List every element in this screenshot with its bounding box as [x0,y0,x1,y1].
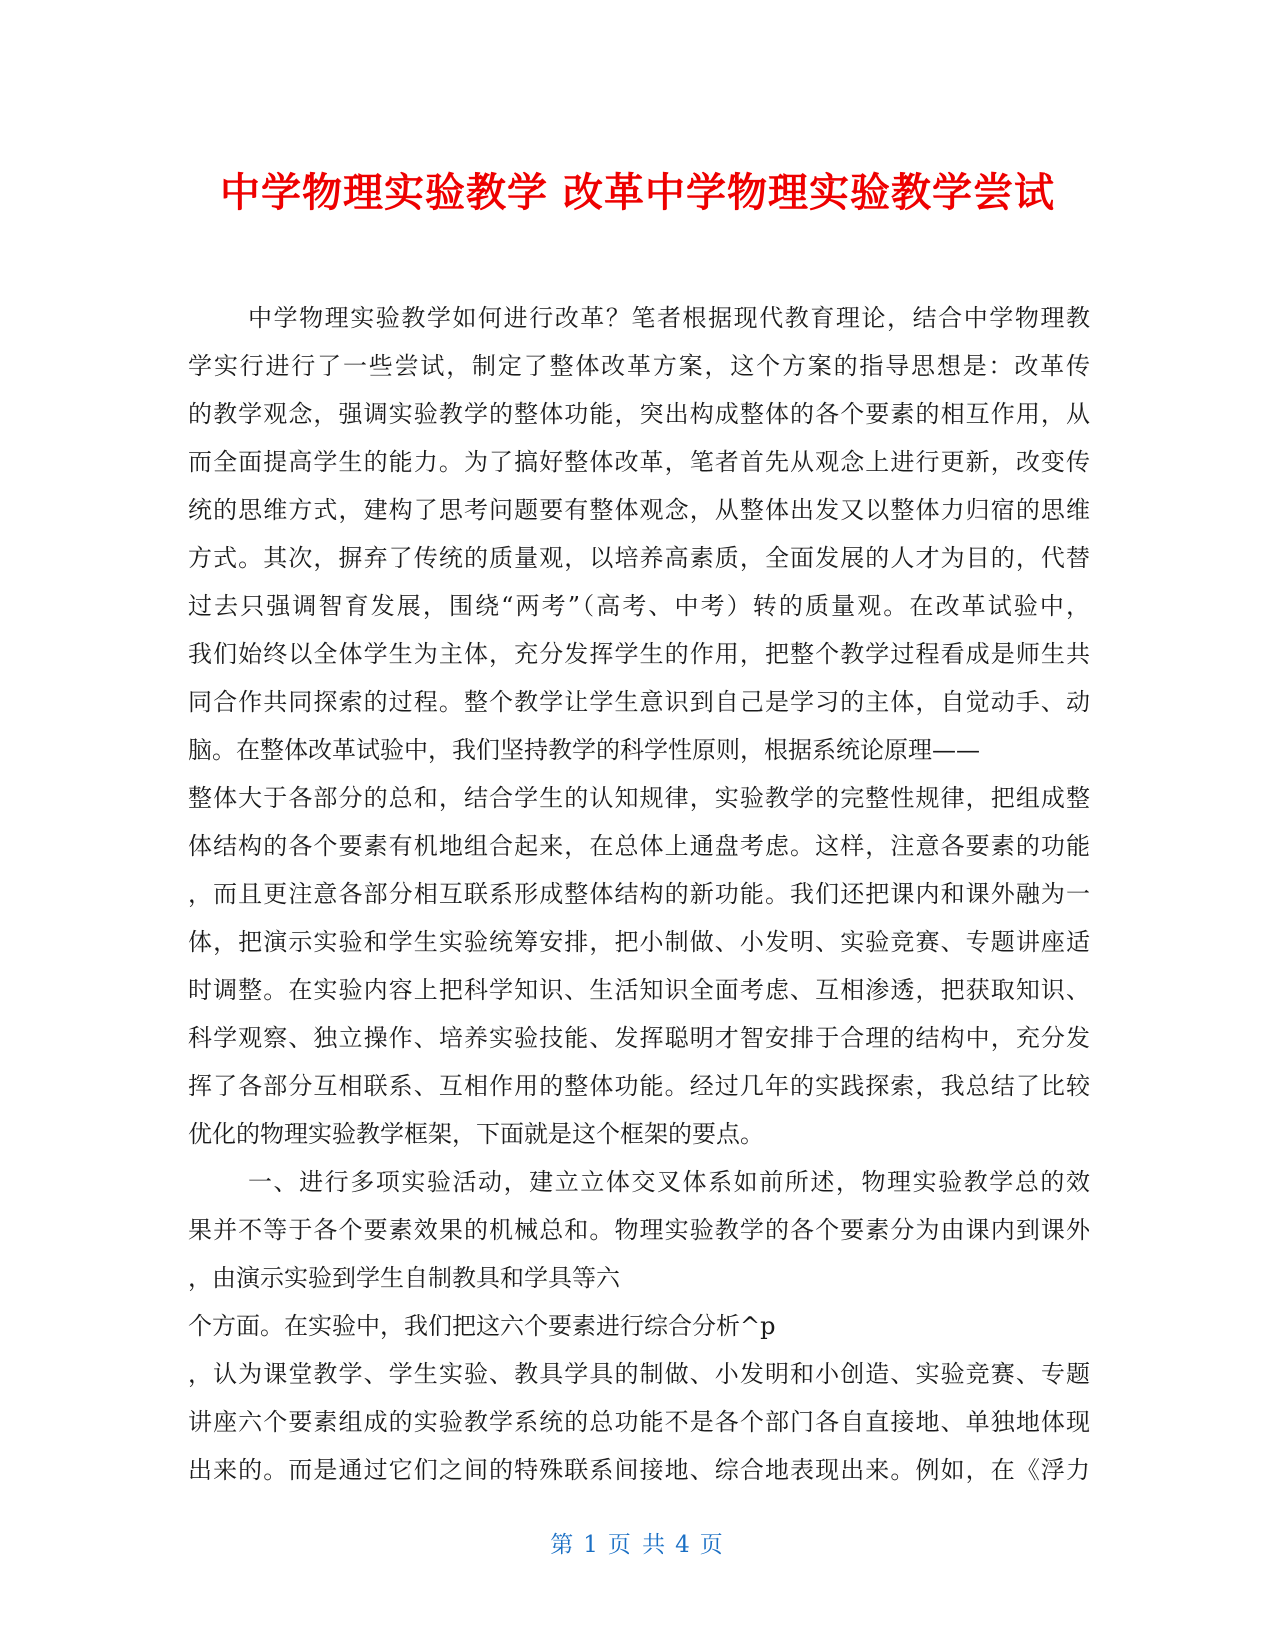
body-line: ，由演示实验到学生自制教具和学具等六 [188,1264,620,1292]
body-line: 体结构的各个要素有机地组合起来，在总体上通盘考虑。这样，注意各要素的功能 [188,832,1090,860]
body-line: 挥了各部分互相联系、互相作用的整体功能。经过几年的实践探索，我总结了比较 [188,1072,1090,1100]
body-line: 学实行进行了一些尝试，制定了整体改革方案，这个方案的指导思想是：改革传 [188,352,1090,380]
body-line: 时调整。在实验内容上把科学知识、生活知识全面考虑、互相渗透，把获取知识、 [188,976,1090,1004]
body-line: ，而且更注意各部分相互联系形成整体结构的新功能。我们还把课内和课外融为一 [188,880,1090,908]
body-line: 统的思维方式，建构了思考问题要有整体观念，从整体出发又以整体力归宿的思维 [188,496,1090,524]
body-line: 科学观察、独立操作、培养实验技能、发挥聪明才智安排于合理的结构中，充分发 [188,1024,1090,1052]
footer-suffix: 页 [699,1532,725,1558]
body-line: 中学物理实验教学如何进行改革？笔者根据现代教育理论，结合中学物理教 [248,304,1090,332]
body-line: 出来的。而是通过它们之间的特殊联系间接地、综合地表现出来。例如，在《浮力 [188,1456,1090,1484]
body-line: 而全面提高学生的能力。为了搞好整体改革，笔者首先从观念上进行更新，改变传 [188,448,1090,476]
body-line: 我们始终以全体学生为主体，充分发挥学生的作用，把整个教学过程看成是师生共 [188,640,1090,668]
document-body [188,294,1090,1494]
footer-total-pages: 4 [675,1532,692,1558]
body-line: 一、进行多项实验活动，建立立体交叉体系如前所述，物理实验教学总的效 [248,1168,1090,1196]
body-line: 过去只强调智育发展，围绕“两考”（高考、中考）转的质量观。在改革试验中， [188,592,1090,620]
body-line: 个方面。在实验中，我们把这六个要素进行综合分析^p [188,1312,776,1340]
body-line: 同合作共同探索的过程。整个教学让学生意识到自己是学习的主体，自觉动手、动 [188,688,1090,716]
footer-page-number: 1 [583,1532,600,1558]
body-line: 整体大于各部分的总和，结合学生的认知规律，实验教学的完整性规律，把组成整 [188,784,1090,812]
footer-prefix: 第 [550,1532,576,1558]
body-line: 优化的物理实验教学框架，下面就是这个框架的要点。 [188,1120,764,1148]
body-line: ，认为课堂教学、学生实验、教具学具的制做、小发明和小创造、实验竞赛、专题 [188,1360,1090,1388]
body-line: 脑。在整体改革试验中，我们坚持教学的科学性原则，根据系统论原理—— [188,736,980,764]
body-line: 方式。其次，摒弃了传统的质量观，以培养高素质，全面发展的人才为目的，代替 [188,544,1090,572]
body-line: 的教学观念，强调实验教学的整体功能，突出构成整体的各个要素的相互作用，从 [188,400,1090,428]
body-line: 果并不等于各个要素效果的机械总和。物理实验教学的各个要素分为由课内到课外 [188,1216,1090,1244]
footer-middle: 页 共 [607,1532,668,1558]
body-line: 讲座六个要素组成的实验教学系统的总功能不是各个部门各自直接地、单独地体现 [188,1408,1090,1436]
page-footer [0,1530,1275,1560]
body-line: 体，把演示实验和学生实验统筹安排，把小制做、小发明、实验竞赛、专题讲座适 [188,928,1090,956]
document-title: 中学物理实验教学 改革中学物理实验教学尝试 [220,170,1055,216]
